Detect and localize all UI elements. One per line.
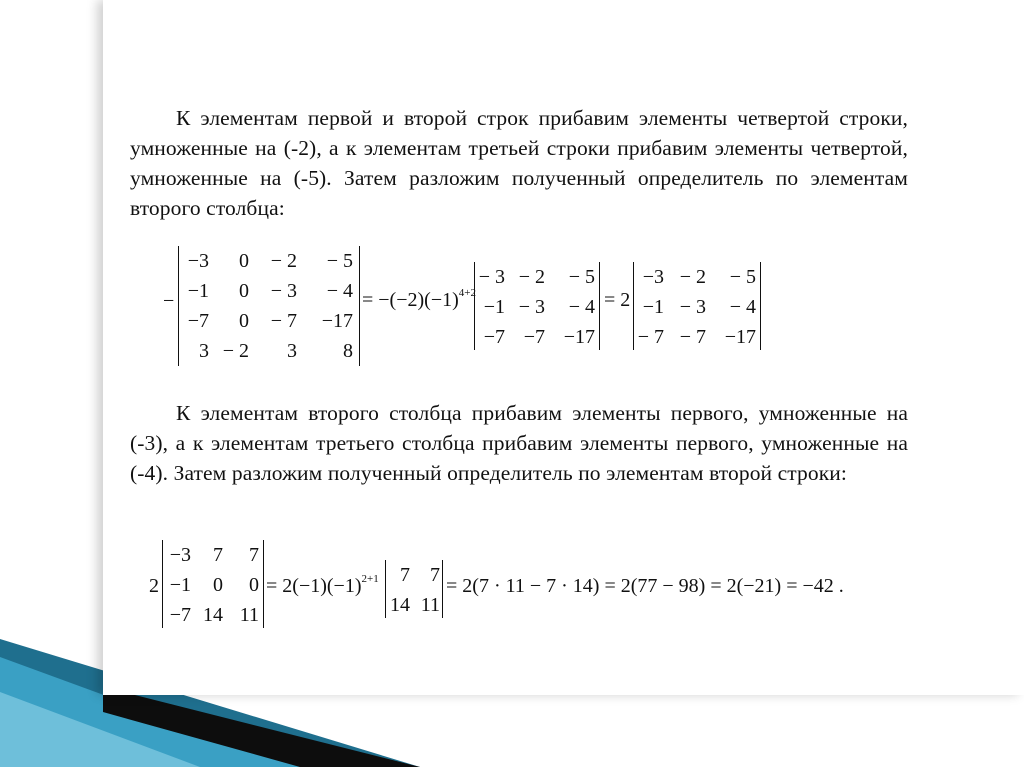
matrix-cell: 0 [239, 249, 249, 272]
matrix-cell: − 5 [326, 249, 353, 272]
matrix-cell: − 3 [518, 295, 545, 318]
matrix-cell: 11 [420, 593, 440, 616]
matrix-cell: 7 [249, 543, 259, 566]
matrix-cell: −3 [187, 249, 209, 272]
determinant-3x3-c [162, 540, 264, 628]
matrix-cell: −7 [483, 325, 505, 348]
matrix-cell: − 4 [568, 295, 595, 318]
paragraph-2: К элементам второго столбца прибавим элементы первого, умноженные на (-3), а к элементам третьего столбца прибавим элементы первого, умноженные на (-4). Затем разложим полученный определитель по элементам второй строки: [130, 401, 908, 485]
matrix-cell: −3 [169, 543, 191, 566]
matrix-cell: 11 [239, 603, 259, 626]
matrix-cell: −7 [523, 325, 545, 348]
matrix-cell: 0 [249, 573, 259, 596]
matrix-cell: 14 [390, 593, 410, 616]
matrix-cell: 0 [239, 309, 249, 332]
matrix-cell: − 4 [326, 279, 353, 302]
matrix-cell: 7 [213, 543, 223, 566]
matrix-cell: −3 [642, 265, 664, 288]
equation-2-step-2: = 2(7 · 11 − 7 · 14) = 2(77 − 98) = 2(−21) = −42 . [446, 575, 844, 597]
matrix-cell: 7 [400, 563, 410, 586]
matrix-cell: −1 [187, 279, 209, 302]
matrix-cell: − 3 [270, 279, 297, 302]
matrix-cell: 0 [213, 573, 223, 596]
matrix-cell: −17 [724, 325, 756, 348]
matrix-cell: 0 [239, 279, 249, 302]
equation-1-step-2: = 2 [604, 289, 631, 311]
determinant-3x3-b [633, 262, 761, 350]
matrix-cell: 7 [430, 563, 440, 586]
matrix-cell: 8 [343, 339, 353, 362]
determinant-3x3-a [474, 262, 600, 350]
matrix-cell: −7 [187, 309, 209, 332]
matrix-cell: −7 [169, 603, 191, 626]
matrix-cell: −17 [321, 309, 353, 332]
equation-2-step-1: = $2(-1)(-1)^{2+1}$ [266, 573, 379, 597]
matrix-cell: − 5 [568, 265, 595, 288]
lead-sign: − [163, 290, 175, 312]
matrix-cell: − 2 [270, 249, 297, 272]
matrix-cell: −1 [169, 573, 191, 596]
matrix-cell: −1 [642, 295, 664, 318]
matrix-cell: 3 [287, 339, 297, 362]
matrix-cell: − 3 [478, 265, 505, 288]
paragraph-1: К элементам первой и второй строк прибавим элементы четвертой строки, умноженные на (-2), а к элементам третьей строки прибавим элементы четвертой, умноженные на (-5). Затем разложим полученный определитель по элементам второго столбца: [130, 106, 908, 220]
matrix-cell: − 2 [518, 265, 545, 288]
matrix-cell: − 7 [637, 325, 664, 348]
lead-coefficient: 2 [149, 575, 159, 597]
matrix-cell: − 4 [729, 295, 756, 318]
determinant-2x2 [385, 560, 443, 618]
matrix-cell: −1 [483, 295, 505, 318]
matrix-cell: − 3 [679, 295, 706, 318]
determinant-4x4 [178, 246, 360, 366]
matrix-cell: − 7 [679, 325, 706, 348]
matrix-cell: − 7 [270, 309, 297, 332]
matrix-cell: 3 [199, 339, 209, 362]
matrix-cell: −17 [563, 325, 595, 348]
equation-1-step-1: = $-(-2)(-1)^{4+2}$ [362, 287, 476, 311]
matrix-cell: − 2 [679, 265, 706, 288]
matrix-cell: − 5 [729, 265, 756, 288]
matrix-cell: 14 [203, 603, 223, 626]
matrix-cell: − 2 [222, 339, 249, 362]
